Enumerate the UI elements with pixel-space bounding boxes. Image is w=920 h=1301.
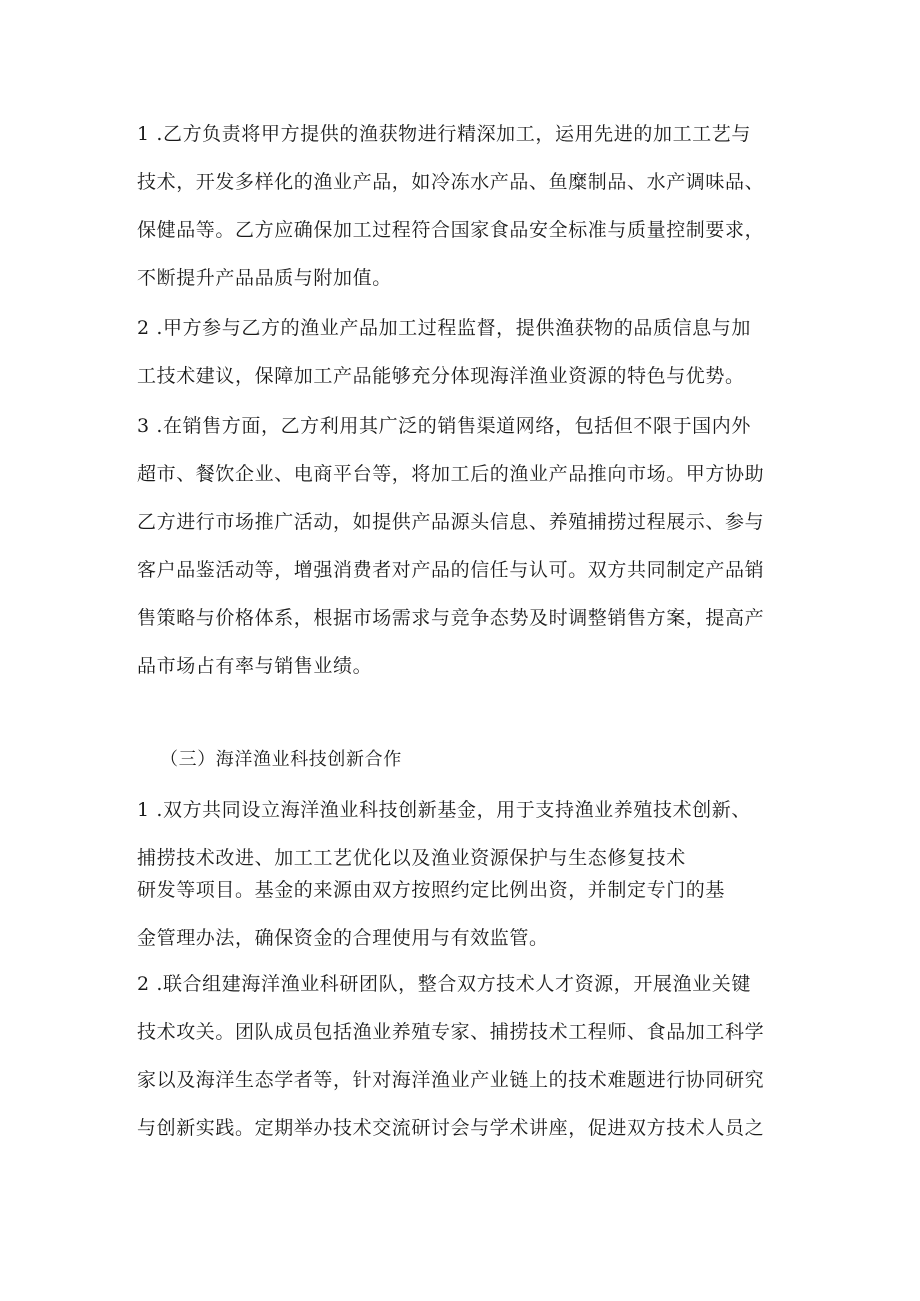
section-heading: （三）海洋渔业科技创新合作 — [160, 749, 402, 770]
paragraph-line: 售策略与价格体系，根据市场需求与竞争态势及时调整销售方案，提高产 — [137, 607, 765, 629]
paragraph-line: 1 .双方共同设立海洋渔业科技创新基金，用于支持渔业养殖技术创新、 — [137, 799, 751, 821]
paragraph-line: 超市、餐饮企业、电商平台等，将加工后的渔业产品推向市场。甲方协助 — [137, 463, 765, 485]
paragraph-line: 与创新实践。定期举办技术交流研讨会与学术讲座，促进双方技术人员之 — [137, 1117, 765, 1139]
paragraph-line: 家以及海洋生态学者等，针对海洋渔业产业链上的技术难题进行协同研究 — [137, 1069, 765, 1091]
paragraph-line: 保健品等。乙方应确保加工过程符合国家食品安全标准与质量控制要求， — [137, 219, 765, 241]
paragraph-line: 3 .在销售方面，乙方利用其广泛的销售渠道网络，包括但不限于国内外 — [137, 415, 751, 437]
paragraph-line: 乙方进行市场推广活动，如提供产品源头信息、养殖捕捞过程展示、参与 — [137, 511, 765, 533]
paragraph-line: 1 .乙方负责将甲方提供的渔获物进行精深加工，运用先进的加工工艺与 — [137, 123, 751, 145]
paragraph-line: 品市场占有率与销售业绩。 — [137, 655, 373, 677]
paragraph-line: 技术攻关。团队成员包括渔业养殖专家、捕捞技术工程师、食品加工科学 — [137, 1021, 765, 1043]
paragraph-line: 2 .甲方参与乙方的渔业产品加工过程监督，提供渔获物的品质信息与加 — [137, 317, 751, 339]
paragraph-line: 2 .联合组建海洋渔业科研团队，整合双方技术人才资源，开展渔业关键 — [137, 973, 751, 995]
paragraph-line: 研发等项目。基金的来源由双方按照约定比例出资，并制定专门的基 — [137, 879, 726, 901]
paragraph-line: 客户品鉴活动等，增强消费者对产品的信任与认可。双方共同制定产品销 — [137, 559, 765, 581]
paragraph-line: 技术，开发多样化的渔业产品，如冷冻水产品、鱼糜制品、水产调味品、 — [137, 171, 765, 193]
paragraph-line: 不断提升产品品质与附加值。 — [137, 267, 392, 289]
paragraph-line: 捕捞技术改进、加工工艺优化以及渔业资源保护与生态修复技术 — [137, 847, 686, 869]
paragraph-line: 工技术建议，保障加工产品能够充分体现海洋渔业资源的特色与优势。 — [137, 365, 745, 387]
paragraph-line: 金管理办法，确保资金的合理使用与有效监管。 — [137, 927, 549, 949]
